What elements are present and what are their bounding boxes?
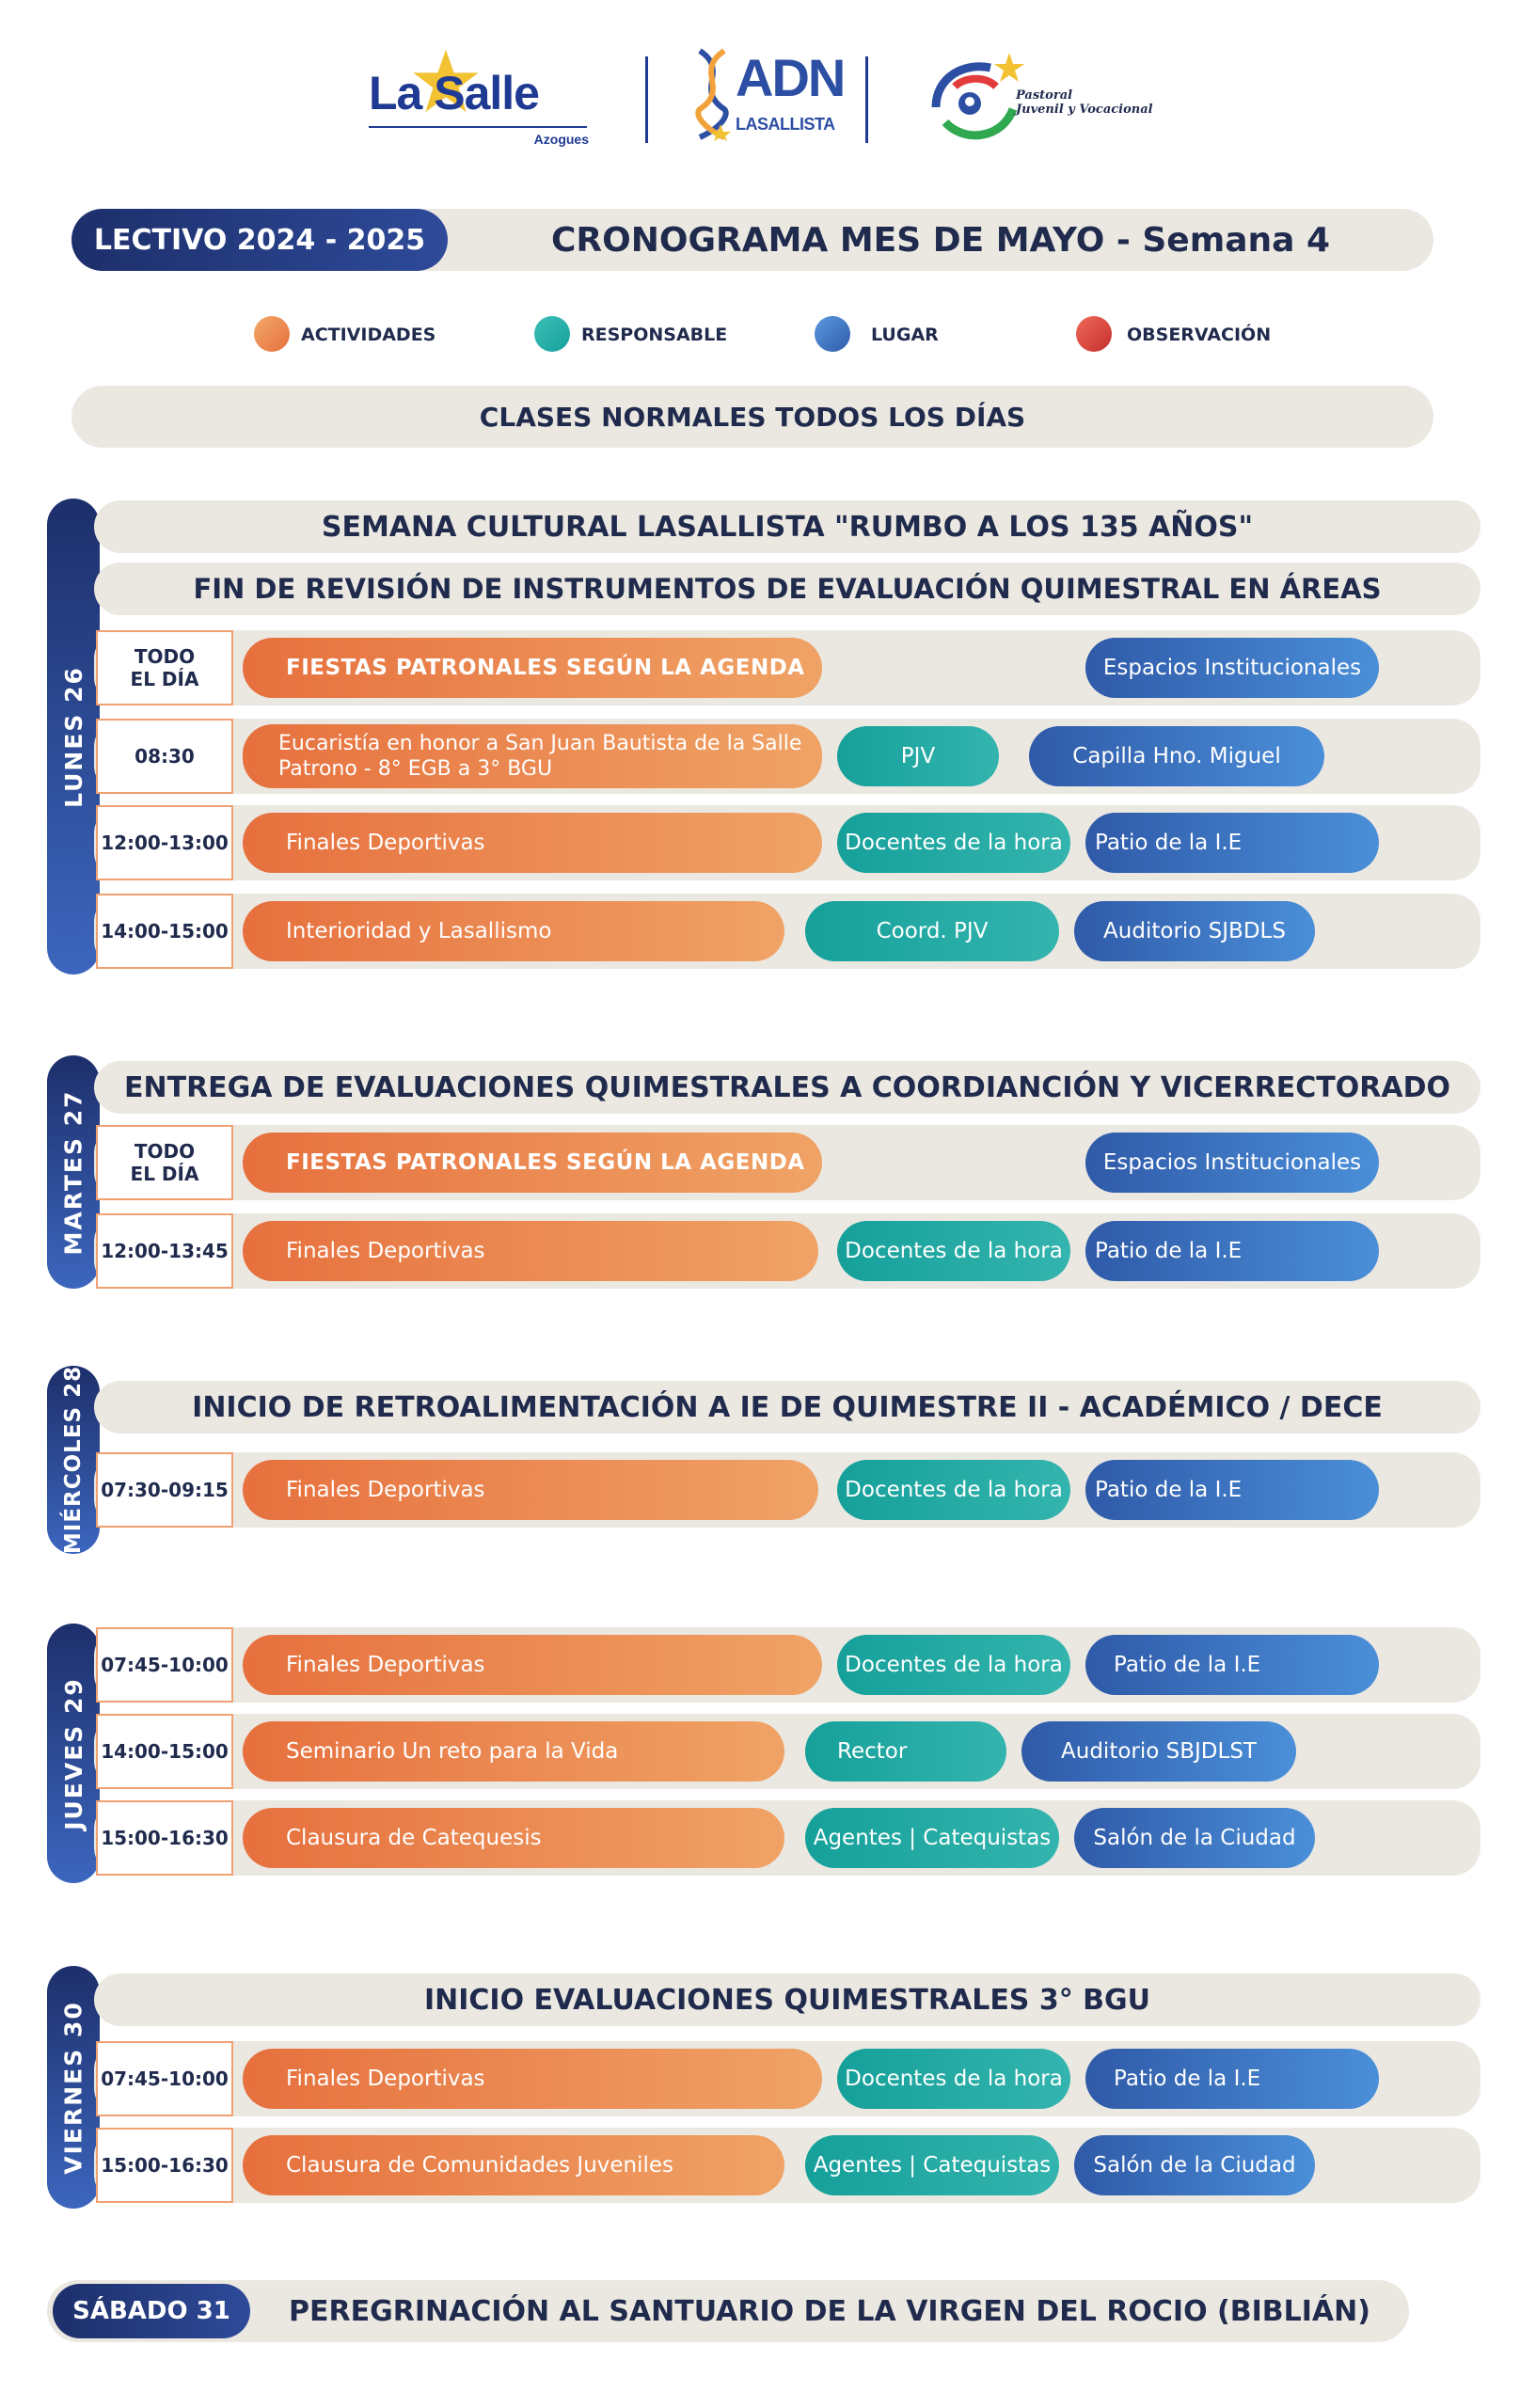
place-pill: Patio de la I.E <box>1085 1221 1379 1281</box>
responsible-pill: Docentes de la hora <box>837 1460 1070 1520</box>
responsible-pill: PJV <box>837 726 999 786</box>
place-pill: Patio de la I.E <box>1085 813 1379 873</box>
time-cell: 07:45-10:00 <box>96 1627 233 1703</box>
time-cell <box>96 1125 233 1200</box>
day-label-text: MARTES 27 <box>59 1089 87 1255</box>
day-label-tuesday <box>47 1055 100 1289</box>
legend-dot-activities <box>254 316 290 352</box>
place-pill: Espacios Institucionales <box>1085 638 1379 698</box>
logo-divider <box>865 56 868 143</box>
legend-label-place: LUGAR <box>871 325 939 345</box>
activity-pill: Clausura de Comunidades Juveniles <box>243 2135 784 2195</box>
time-cell: 07:45-10:00 <box>96 2041 233 2116</box>
logo-divider <box>645 56 648 143</box>
responsible-pill: Coord. PJV <box>805 901 1059 961</box>
time-cell: 12:00-13:00 <box>96 805 233 880</box>
place-pill: Patio de la I.E <box>1085 1635 1379 1695</box>
place-pill: Capilla Hno. Miguel <box>1029 726 1324 786</box>
activity-pill: Seminario Un reto para la Vida <box>243 1721 784 1782</box>
dna-icon <box>692 47 732 141</box>
activity-pill: Finales Deportivas <box>243 1460 818 1520</box>
notice-banner: CLASES NORMALES TODOS LOS DÍAS <box>71 386 1433 448</box>
place-pill: Auditorio SJBDLS <box>1074 901 1315 961</box>
day-label-monday <box>47 499 100 974</box>
day-label-saturday: SÁBADO 31 <box>53 2284 250 2338</box>
place-pill: Patio de la I.E <box>1085 1460 1379 1520</box>
time-text: TODO EL DÍA <box>130 645 199 690</box>
time-cell: 14:00-15:00 <box>96 1714 233 1789</box>
lasalle-city: Azogues <box>533 132 589 147</box>
pastoral-line2: Juvenil y Vocacional <box>1016 103 1153 117</box>
responsible-pill: Docentes de la hora <box>837 1635 1070 1695</box>
responsible-pill: Agentes | Catequistas <box>805 1808 1059 1868</box>
legend-label-responsible: RESPONSABLE <box>581 325 728 345</box>
legend-dot-place <box>815 316 850 352</box>
activity-pill: Eucaristía en honor a San Juan Bautista de la Salle Patrono - 8° EGB a 3° BGU <box>243 724 822 788</box>
legend-dot-responsible <box>534 316 570 352</box>
activity-pill: Interioridad y Lasallismo <box>243 901 784 961</box>
place-pill: Patio de la I.E <box>1085 2049 1379 2109</box>
lasalle-name: La Salle <box>369 67 539 119</box>
day-label-wednesday <box>47 1366 100 1554</box>
adn-name: ADN <box>736 48 845 107</box>
responsible-pill: Agentes | Catequistas <box>805 2135 1059 2195</box>
day-label-thursday <box>47 1624 100 1883</box>
activity-pill: FIESTAS PATRONALES SEGÚN LA AGENDA <box>243 1133 822 1193</box>
pastoral-line1: Pastoral <box>1016 88 1073 103</box>
day-banner: INICIO EVALUACIONES QUIMESTRALES 3° BGU <box>94 1973 1480 2026</box>
legend-dot-observation <box>1076 316 1112 352</box>
time-cell: 12:00-13:45 <box>96 1213 233 1289</box>
day-banner: SEMANA CULTURAL LASALLISTA "RUMBO A LOS 135 AÑOS" <box>94 500 1480 553</box>
pastoral-name <box>1016 88 1153 117</box>
time-cell: 07:30-09:15 <box>96 1452 233 1528</box>
place-pill: Salón de la Ciudad <box>1074 1808 1315 1868</box>
place-pill: Espacios Institucionales <box>1085 1133 1379 1193</box>
time-cell: 08:30 <box>96 719 233 794</box>
activity-pill: Clausura de Catequesis <box>243 1808 784 1868</box>
day-banner: ENTREGA DE EVALUACIONES QUIMESTRALES A COORDIANCIÓN Y VICERRECTORADO <box>94 1061 1480 1114</box>
responsible-pill: Docentes de la hora <box>837 1221 1070 1281</box>
responsible-pill: Docentes de la hora <box>837 813 1070 873</box>
day-banner: INICIO DE RETROALIMENTACIÓN A IE DE QUIMESTRE II - ACADÉMICO / DECE <box>94 1381 1480 1434</box>
day-label-friday <box>47 1966 100 2209</box>
activity-pill: Finales Deportivas <box>243 1635 822 1695</box>
period-badge: LECTIVO 2024 - 2025 <box>71 209 448 271</box>
responsible-pill: Docentes de la hora <box>837 2049 1070 2109</box>
adn-logo <box>692 47 845 150</box>
saturday-activity: PEREGRINACIÓN AL SANTUARIO DE LA VIRGEN DEL ROCIO (BIBLIÁN) <box>289 2294 1370 2328</box>
pastoral-logo <box>926 49 1162 152</box>
responsible-pill: Rector <box>805 1721 1006 1782</box>
activity-pill: Finales Deportivas <box>243 1221 818 1281</box>
place-pill: Auditorio SBJDLST <box>1021 1721 1296 1782</box>
legend-label-activities: ACTIVIDADES <box>301 325 436 345</box>
day-label-text: VIERNES 30 <box>59 2000 87 2175</box>
activity-pill: Finales Deportivas <box>243 813 822 873</box>
day-label-text: MIÉRCOLES 28 <box>61 1365 86 1555</box>
adn-sub: LASALLISTA <box>736 115 835 134</box>
time-cell: 15:00-16:30 <box>96 2128 233 2203</box>
time-cell <box>96 630 233 705</box>
place-pill: Salón de la Ciudad <box>1074 2135 1315 2195</box>
activity-pill: Finales Deportivas <box>243 2049 822 2109</box>
day-banner: FIN DE REVISIÓN DE INSTRUMENTOS DE EVALUACIÓN QUIMESTRAL EN ÁREAS <box>94 562 1480 615</box>
day-label-text: LUNES 26 <box>59 665 87 808</box>
time-cell: 14:00-15:00 <box>96 894 233 969</box>
lasalle-underline <box>369 126 587 128</box>
time-cell: 15:00-16:30 <box>96 1800 233 1876</box>
pastoral-emblem-icon <box>926 49 1030 152</box>
lasalle-logo <box>369 45 594 149</box>
activity-pill: FIESTAS PATRONALES SEGÚN LA AGENDA <box>243 638 822 698</box>
page-title: CRONOGRAMA MES DE MAYO - Semana 4 <box>551 220 1330 260</box>
day-label-text: JUEVES 29 <box>59 1676 87 1830</box>
time-text: TODO EL DÍA <box>130 1140 199 1185</box>
legend-label-observation: OBSERVACIÓN <box>1127 325 1272 345</box>
